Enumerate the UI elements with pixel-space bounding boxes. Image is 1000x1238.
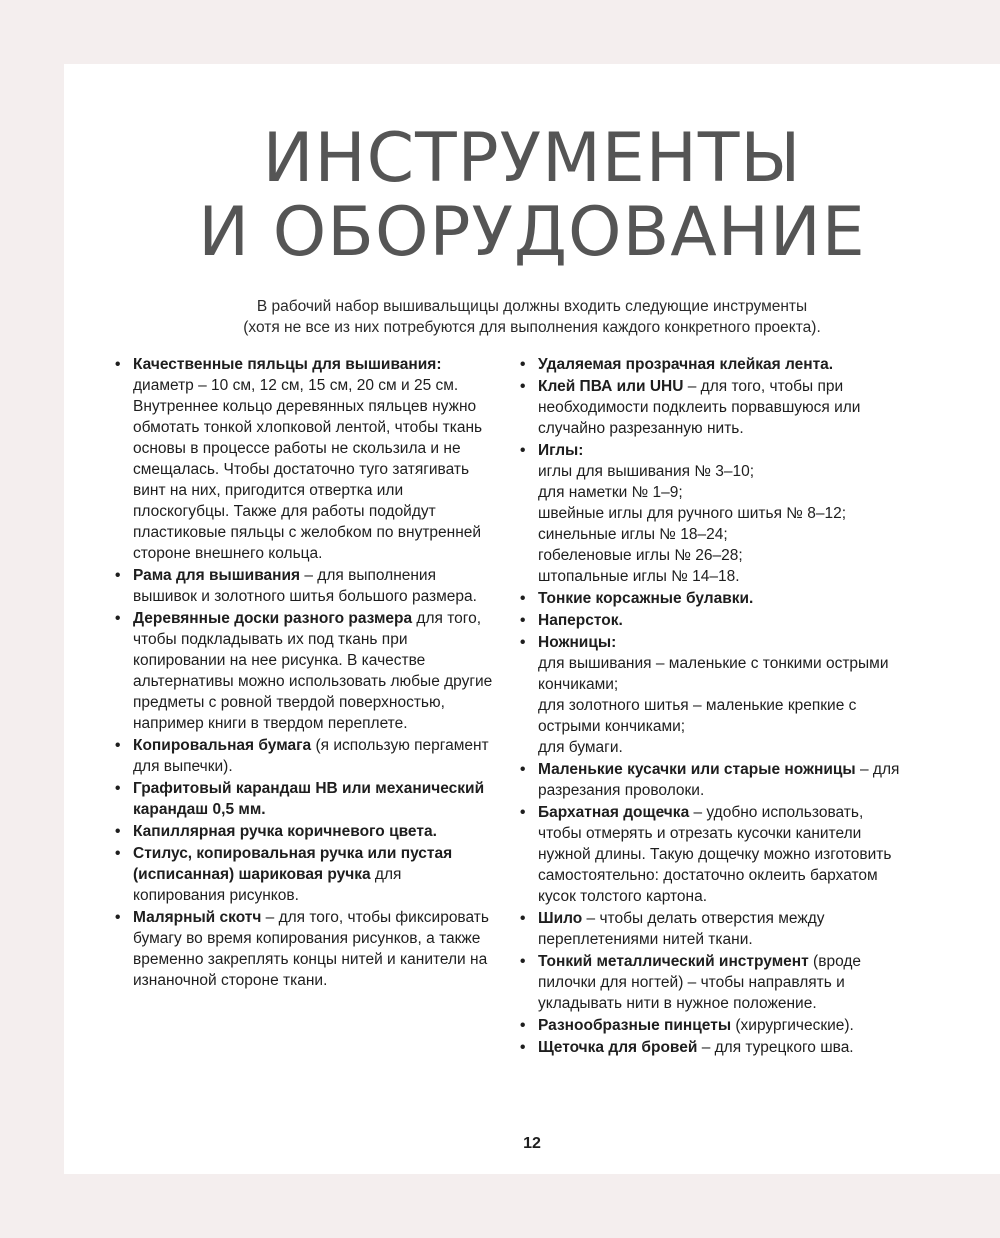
item-title: Бархатная дощечка bbox=[538, 804, 690, 821]
item-title: Копировальная бумага bbox=[133, 737, 312, 754]
item-text: – для того, чтобы фиксировать бумагу во время копирования рисунков, а также временно закреплять концы нитей и канители на изнаночной стороне ткани. bbox=[133, 909, 489, 989]
scissors-line: для золотного шитья – маленькие крепкие с острыми кончиками; bbox=[538, 697, 857, 735]
item-title: Тонкие корсажные булавки. bbox=[538, 590, 754, 607]
needle-line: для наметки № 1–9; bbox=[538, 484, 683, 501]
bullet-icon: • bbox=[520, 1017, 526, 1034]
bullet-icon: • bbox=[520, 442, 526, 459]
bullet-icon: • bbox=[115, 356, 121, 373]
intro-paragraph bbox=[64, 296, 1000, 338]
item-text: – для разрезания проволоки. bbox=[538, 761, 900, 799]
item-title: Маленькие кусачки или старые ножницы bbox=[538, 761, 856, 778]
item-title: Ножницы: bbox=[538, 634, 617, 651]
page-title bbox=[64, 119, 1000, 272]
bullet-icon: • bbox=[520, 612, 526, 629]
item-title: Стилус, копировальная ручка или пустая (исписанная) шариковая ручка bbox=[133, 845, 453, 883]
item-title: Деревянные доски разного размера bbox=[133, 610, 413, 627]
item-text: (вроде пилочки для ногтей) – чтобы направлять и укладывать нити в нужное положение. bbox=[538, 953, 862, 1012]
bullet-icon: • bbox=[115, 780, 121, 797]
bullet-icon: • bbox=[115, 909, 121, 926]
item-title: Наперсток. bbox=[538, 612, 623, 629]
bullet-icon: • bbox=[520, 761, 526, 778]
list-item-scissors bbox=[520, 632, 904, 758]
list-item bbox=[115, 354, 497, 564]
list-item bbox=[520, 1037, 904, 1058]
list-item bbox=[115, 778, 497, 820]
list-item bbox=[520, 1015, 904, 1036]
list-item bbox=[520, 376, 904, 439]
list-item bbox=[115, 608, 497, 734]
bullet-icon: • bbox=[520, 634, 526, 651]
book-page bbox=[64, 64, 1000, 1174]
item-title: Графитовый карандаш НВ или механический карандаш 0,5 мм. bbox=[133, 780, 485, 818]
bullet-icon: • bbox=[520, 378, 526, 395]
title-line-2: И ОБОРУДОВАНИЕ bbox=[198, 193, 866, 272]
needle-line: швейные иглы для ручного шитья № 8–12; bbox=[538, 505, 847, 522]
needle-line: штопальные иглы № 14–18. bbox=[538, 568, 740, 585]
item-text: – для выполнения вышивок и золотного шитья большого размера. bbox=[133, 567, 477, 605]
list-item bbox=[520, 802, 904, 907]
list-item bbox=[115, 565, 497, 607]
page-number: 12 bbox=[523, 1135, 541, 1152]
item-text: (хирургические). bbox=[731, 1017, 854, 1034]
needle-line: гобеленовые иглы № 26–28; bbox=[538, 547, 743, 564]
intro-line-1: В рабочий набор вышивальщицы должны входить следующие инструменты bbox=[256, 298, 808, 315]
list-item bbox=[520, 354, 904, 375]
bullet-icon: • bbox=[520, 953, 526, 970]
list-item bbox=[520, 908, 904, 950]
list-item bbox=[520, 610, 904, 631]
bullet-icon: • bbox=[115, 610, 121, 627]
item-text: – чтобы делать отверстия между переплетениями нитей ткани. bbox=[538, 910, 825, 948]
item-title: Клей ПВА или UHU bbox=[538, 378, 684, 395]
item-title: Щеточка для бровей bbox=[538, 1039, 698, 1056]
bullet-icon: • bbox=[115, 823, 121, 840]
list-item-needles bbox=[520, 440, 904, 587]
item-text: – для турецкого шва. bbox=[697, 1039, 854, 1056]
list-item bbox=[115, 821, 497, 842]
item-title: Качественные пяльцы для вышивания: bbox=[133, 356, 442, 373]
item-title: Рама для вышивания bbox=[133, 567, 301, 584]
item-title: Иглы: bbox=[538, 442, 584, 459]
item-text: для того, чтобы подкладывать их под ткань при копировании на нее рисунка. В качестве альтернативы можно использовать любые другие предметы с ровной твердой поверхностью, например книги в твердом переплете. bbox=[133, 610, 493, 732]
title-line-1: ИНСТРУМЕНТЫ bbox=[262, 119, 802, 198]
list-item bbox=[520, 951, 904, 1014]
item-title: Тонкий металлический инструмент bbox=[538, 953, 809, 970]
bullet-icon: • bbox=[520, 910, 526, 927]
item-title: Малярный скотч bbox=[133, 909, 262, 926]
scissors-line: для бумаги. bbox=[538, 739, 623, 756]
item-text: диаметр – 10 см, 12 см, 15 см, 20 см и 25 см. Внутреннее кольцо деревянных пяльцев нужно обмотать тонкой хлопковой лентой, чтобы ткань основы в процессе работы не скользила и не смещалась. Чтобы достаточно туго затягивать винт на них, пригодится отвертка или плоскогубцы. Также для работы подойдут пластиковые пяльцы с желобком по внутренней стороне внешнего кольца. bbox=[133, 377, 483, 562]
list-item bbox=[115, 843, 497, 906]
bullet-icon: • bbox=[520, 804, 526, 821]
item-text: (я использую пергамент для выпечки). bbox=[133, 737, 489, 775]
needle-line: иглы для вышивания № 3–10; bbox=[538, 463, 755, 480]
item-title: Капиллярная ручка коричневого цвета. bbox=[133, 823, 437, 840]
bullet-icon: • bbox=[115, 567, 121, 584]
right-column-list bbox=[520, 354, 904, 1059]
item-text: – удобно использовать, чтобы отмерять и отрезать кусочки канители нужной длины. Такую дощечку можно изготовить самостоятельно: достаточно оклеить бархатом кусок толстого картона. bbox=[538, 804, 892, 905]
bullet-icon: • bbox=[115, 845, 121, 862]
bullet-icon: • bbox=[520, 590, 526, 607]
list-item bbox=[520, 588, 904, 609]
list-item bbox=[520, 759, 904, 801]
item-text: для копирования рисунков. bbox=[133, 866, 402, 904]
bullet-icon: • bbox=[520, 1039, 526, 1056]
intro-line-2: (хотя не все из них потребуются для выполнения каждого конкретного проекта). bbox=[243, 319, 821, 336]
scissors-line: для вышивания – маленькие с тонкими острыми кончиками; bbox=[538, 655, 889, 693]
item-text: – для того, чтобы при необходимости подклеить порвавшуюся или случайно разрезанную нить. bbox=[538, 378, 861, 437]
bullet-icon: • bbox=[115, 737, 121, 754]
list-item bbox=[115, 735, 497, 777]
left-column-list bbox=[115, 354, 497, 992]
bullet-icon: • bbox=[520, 356, 526, 373]
item-title: Шило bbox=[538, 910, 583, 927]
item-title: Удаляемая прозрачная клейкая лента. bbox=[538, 356, 834, 373]
item-title: Разнообразные пинцеты bbox=[538, 1017, 732, 1034]
needle-line: синельные иглы № 18–24; bbox=[538, 526, 728, 543]
list-item bbox=[115, 907, 497, 991]
